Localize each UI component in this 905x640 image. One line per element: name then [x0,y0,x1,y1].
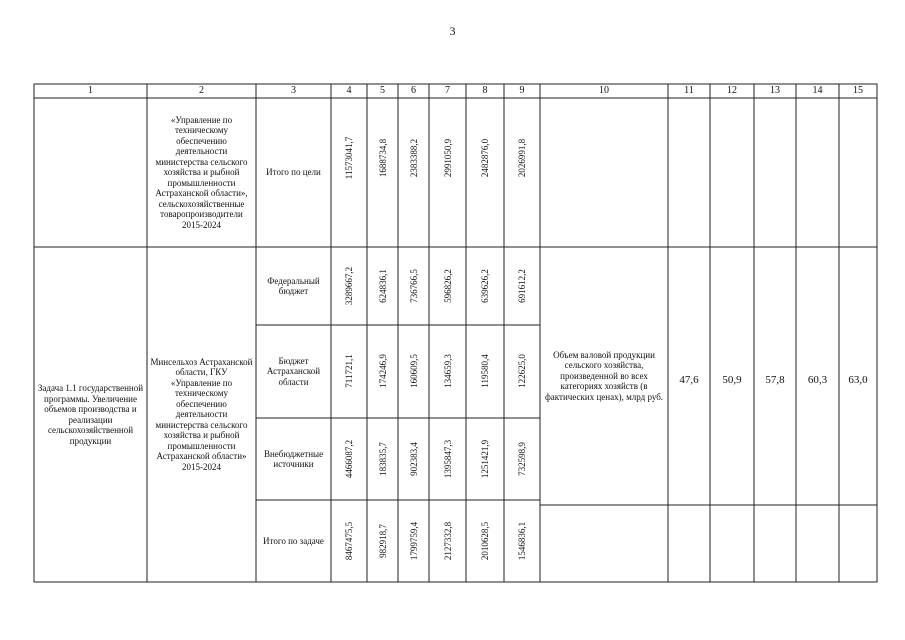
federal-value-col6: 736766,5 [409,269,419,303]
header-col-7: 7 [445,84,450,96]
regional-value-col4: 711721,1 [344,354,354,388]
federal-value-col9: 691612,2 [517,269,527,303]
task-total-value-col5: 982918,7 [378,524,388,558]
header-col-6: 6 [411,84,416,96]
header-col-12: 12 [727,84,737,96]
page-number: 3 [449,24,456,38]
header-col-4: 4 [346,84,352,96]
regional-value-col9: 122625,0 [517,354,527,388]
header-col-5: 5 [380,84,385,96]
regional-value-col6: 160609,5 [409,354,419,388]
extrabudgetary-value-col7: 1395847,3 [443,439,453,479]
source-federal-budget: Федеральный бюджет [267,275,320,296]
task-executor-cell: Минсельхоз Астраханской области, ГКУ «Управление по техническому обеспечению деятельности министерства сельского хозяйства и рыбной промышленности Астраханской области» 2015-2024 [150,356,253,472]
header-col-15: 15 [853,84,863,96]
extrabudgetary-value-col4: 4466087,2 [344,439,354,479]
extrabudgetary-value-col9: 732598,9 [517,442,527,476]
task-total-value-col6: 1799759,4 [409,521,419,561]
goal-value-col6: 2383388,2 [409,138,419,178]
regional-value-col7: 134659,3 [443,354,453,388]
source-task-total: Итого по задаче [263,535,324,546]
task-total-value-col8: 2010628,5 [480,521,490,561]
federal-value-col4: 3289667,2 [344,266,354,306]
header-col-11: 11 [684,84,694,96]
extrabudgetary-value-col8: 1251421,9 [480,439,490,479]
header-col-1: 1 [88,84,93,96]
header-col-8: 8 [482,84,488,96]
header-col-3: 3 [291,84,296,96]
header-col-9: 9 [519,84,525,96]
goal-executor-cell: «Управление по техническому обеспечению деятельности министерства сельского хозяйства и рыбной промышленности Астраханской области», сельскохозяйственные товаропроизводители 2015-2024 [155,114,248,230]
goal-value-col5: 1688734,8 [378,138,388,178]
goal-value-col8: 2482876,0 [480,138,490,178]
header-col-14: 14 [812,84,823,96]
indicator-value-col14: 60,3 [807,373,828,386]
task-total-value-col4: 8467475,5 [344,521,354,561]
source-extrabudgetary: Внебюджетные источники [263,448,324,469]
task-total-value-col7: 2127332,8 [443,521,453,561]
federal-value-col7: 596826,2 [443,269,453,303]
extrabudgetary-value-col6: 902383,4 [409,442,419,476]
header-col-2: 2 [199,84,204,96]
task-indicator-cell: Объем валовой продукции сельского хозяйства, произведенной во всех категориях хозяйств (в фактических ценах), млрд руб. [544,349,664,402]
goal-value-col4: 11573041,7 [344,136,354,180]
goal-source-cell: Итого по цели [266,167,321,178]
regional-value-col5: 174246,9 [378,354,388,388]
goal-value-col9: 2026991,8 [517,138,527,178]
header-col-10: 10 [599,84,609,96]
goal-value-col7: 2991050,9 [443,138,453,178]
indicator-value-col11: 47,6 [679,373,699,386]
indicator-value-col13: 57,8 [765,373,785,386]
federal-value-col5: 624836,1 [378,269,388,303]
extrabudgetary-value-col5: 183835,7 [378,442,388,476]
task-title-cell: Задача 1.1 государственной программы. Увеличение объемов производства и реализации сельскохозяйственной продукции [37,383,144,446]
indicator-value-col15: 63,0 [848,373,868,386]
indicator-value-col12: 50,9 [722,373,742,386]
source-regional-budget: Бюджет Астраханской области [266,355,321,387]
header-col-13: 13 [770,84,780,96]
task-total-value-col9: 1546836,1 [517,521,527,561]
regional-value-col8: 119580,4 [480,354,490,388]
federal-value-col8: 639626,2 [480,269,490,303]
